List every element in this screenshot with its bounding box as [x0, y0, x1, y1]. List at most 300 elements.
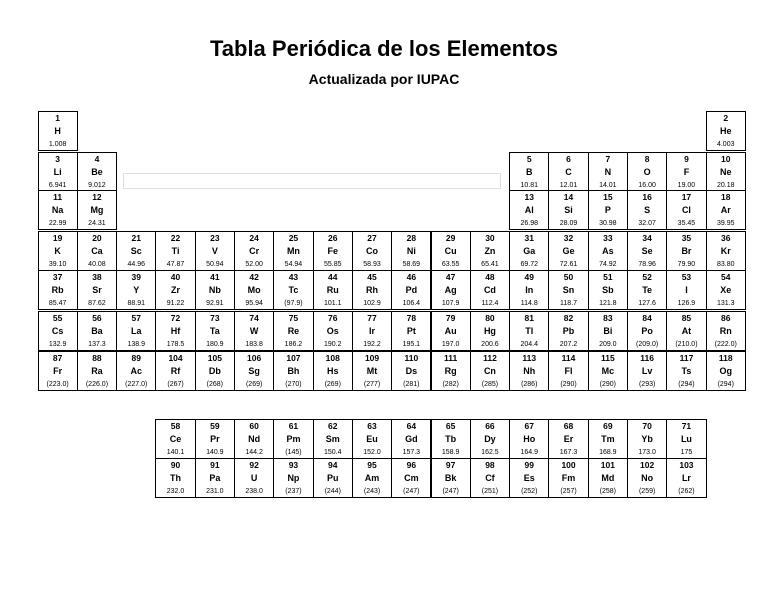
atomic-mass: 26.98 [520, 220, 538, 227]
atomic-number: 23 [210, 233, 220, 243]
element-symbol: Pb [562, 326, 575, 336]
atomic-number: 118 [718, 353, 733, 363]
atomic-number: 71 [681, 421, 692, 431]
atomic-mass: 127.6 [638, 300, 656, 307]
atomic-number: 101 [600, 460, 615, 470]
atomic-number: 20 [92, 233, 102, 243]
element-symbol: Ac [130, 366, 142, 376]
atomic-number: 8 [644, 154, 650, 164]
element-symbol: Pr [210, 434, 220, 444]
atomic-number: 35 [681, 233, 692, 243]
element-cell [38, 231, 78, 271]
element-symbol: Br [681, 246, 692, 256]
element-cell [352, 270, 392, 310]
atomic-number: 59 [210, 421, 220, 431]
element-symbol: La [130, 326, 142, 336]
element-symbol: Mo [247, 285, 261, 295]
atomic-number: 50 [563, 272, 574, 282]
element-symbol: Lu [680, 434, 692, 444]
element-symbol: W [249, 326, 259, 336]
atomic-mass: 183.8 [245, 341, 263, 348]
element-cell [548, 231, 588, 271]
atomic-mass: 39.95 [716, 220, 735, 227]
atomic-number: 106 [247, 353, 262, 363]
element-cell [548, 311, 588, 351]
atomic-number: 79 [445, 313, 456, 323]
atomic-mass: (285) [481, 381, 499, 388]
atomic-mass: (267) [167, 381, 184, 388]
element-symbol: As [602, 246, 614, 256]
element-cell [666, 419, 706, 459]
atomic-mass: (286) [521, 381, 538, 388]
atomic-mass: 114.8 [520, 300, 538, 307]
atomic-mass: (270) [285, 381, 302, 388]
element-symbol: Pm [286, 434, 301, 444]
atomic-mass: 164.9 [520, 449, 538, 456]
atomic-number: 60 [249, 421, 259, 431]
atomic-number: 33 [603, 233, 613, 243]
atomic-number: 110 [404, 353, 419, 363]
element-cell [77, 190, 117, 230]
atomic-mass: 192.2 [363, 341, 381, 348]
atomic-mass: 186.2 [284, 341, 303, 348]
element-symbol: Fm [561, 473, 576, 483]
atomic-number: 99 [524, 460, 534, 470]
element-cell [391, 231, 431, 271]
element-cell [706, 111, 746, 151]
element-symbol: Ga [523, 246, 536, 256]
element-symbol: Se [641, 246, 653, 256]
atomic-mass: 32.07 [638, 220, 656, 227]
element-cell [548, 351, 588, 391]
atomic-number: 73 [210, 313, 220, 323]
atomic-mass: 14.01 [599, 182, 617, 189]
element-symbol: Cs [51, 326, 64, 336]
element-cell [155, 458, 195, 498]
element-cell [313, 270, 353, 310]
atomic-number: 114 [561, 353, 576, 363]
element-symbol: Au [444, 326, 457, 336]
element-symbol: Fe [327, 246, 338, 256]
element-cell [195, 311, 235, 351]
atomic-number: 13 [524, 192, 534, 202]
atomic-number: 108 [325, 353, 340, 363]
atomic-mass: 132.9 [48, 341, 67, 348]
element-cell [627, 311, 667, 351]
atomic-mass: 12.01 [559, 182, 578, 189]
element-symbol: Pa [209, 473, 221, 483]
atomic-mass: 65.41 [481, 261, 499, 268]
element-symbol: Cd [483, 285, 496, 295]
atomic-number: 10 [721, 154, 731, 164]
atomic-mass: 107.9 [441, 300, 460, 307]
element-cell [706, 231, 746, 271]
element-symbol: Ir [369, 326, 376, 336]
element-symbol: Ho [523, 434, 536, 444]
element-symbol: Po [641, 326, 653, 336]
element-symbol: Yb [641, 434, 653, 444]
atomic-number: 87 [52, 353, 63, 363]
atomic-number: 39 [131, 272, 141, 282]
element-cell [666, 231, 706, 271]
atomic-mass: 102.9 [363, 300, 381, 307]
element-cell [116, 351, 156, 391]
element-symbol: Er [563, 434, 574, 444]
page-subtitle: Actualizada por IUPAC [308, 71, 460, 87]
element-symbol: C [565, 167, 572, 177]
element-symbol: Cm [404, 473, 419, 483]
atomic-mass: 10.81 [520, 182, 538, 189]
atomic-mass: 24.31 [88, 220, 106, 227]
element-symbol: Pt [406, 326, 416, 336]
element-symbol: Tl [525, 326, 534, 336]
element-symbol: Ba [91, 326, 103, 336]
atomic-mass: 1.008 [48, 141, 67, 148]
atomic-number: 41 [210, 272, 220, 282]
element-cell [313, 231, 353, 271]
atomic-mass: 95.94 [245, 300, 263, 307]
atomic-number: 69 [603, 421, 613, 431]
atomic-number: 55 [52, 313, 63, 323]
element-symbol: Sc [130, 246, 142, 256]
atomic-mass: 30.98 [599, 220, 617, 227]
atomic-number: 57 [131, 313, 141, 323]
atomic-mass: 126.9 [677, 300, 696, 307]
atomic-number: 89 [131, 353, 141, 363]
atomic-mass: 58.69 [402, 261, 421, 268]
element-symbol: Bk [444, 473, 457, 483]
atomic-number: 5 [526, 154, 532, 164]
element-cell [431, 270, 471, 310]
atomic-number: 91 [210, 460, 220, 470]
atomic-number: 25 [288, 233, 299, 243]
element-symbol: Hg [483, 326, 496, 336]
element-symbol: S [644, 205, 651, 215]
atomic-number: 46 [406, 272, 417, 282]
atomic-mass: 72.61 [559, 261, 578, 268]
atomic-mass: (251) [481, 488, 499, 495]
atomic-mass: (252) [521, 488, 538, 495]
atomic-number: 82 [563, 313, 574, 323]
atomic-mass: 158.9 [441, 449, 460, 456]
atomic-mass: (237) [285, 488, 302, 495]
element-symbol: V [211, 246, 218, 256]
element-cell [627, 270, 667, 310]
atomic-number: 74 [249, 313, 259, 323]
element-symbol: Nb [208, 285, 221, 295]
atomic-mass: 87.62 [88, 300, 106, 307]
atomic-number: 29 [445, 233, 456, 243]
atomic-number: 48 [485, 272, 495, 282]
element-cell [509, 351, 549, 391]
atomic-mass: 144.2 [245, 449, 263, 456]
element-cell [588, 351, 628, 391]
element-cell [234, 458, 274, 498]
element-cell [509, 231, 549, 271]
atomic-mass: 54.94 [284, 261, 303, 268]
atomic-number: 80 [485, 313, 495, 323]
element-cell [77, 152, 117, 192]
atomic-mass: (223.0) [46, 381, 69, 388]
element-symbol: Rh [366, 285, 379, 295]
atomic-number: 67 [524, 421, 534, 431]
element-cell [588, 311, 628, 351]
element-symbol: F [683, 167, 690, 177]
atomic-number: 32 [563, 233, 574, 243]
element-cell [588, 458, 628, 498]
element-cell [234, 311, 274, 351]
element-cell [470, 351, 510, 391]
atomic-number: 100 [561, 460, 576, 470]
atomic-mass: 20.18 [716, 182, 735, 189]
atomic-number: 83 [603, 313, 613, 323]
element-symbol: Ge [562, 246, 575, 256]
atomic-number: 45 [367, 272, 377, 282]
atomic-number: 86 [721, 313, 731, 323]
element-symbol: Na [51, 205, 64, 215]
element-cell [155, 311, 195, 351]
element-cell [195, 270, 235, 310]
atomic-number: 42 [249, 272, 259, 282]
element-cell [391, 270, 431, 310]
atomic-number: 37 [52, 272, 63, 282]
element-cell [666, 458, 706, 498]
element-symbol: Co [366, 246, 379, 256]
atomic-number: 85 [681, 313, 692, 323]
element-cell [548, 419, 588, 459]
atomic-mass: (145) [285, 449, 302, 456]
element-cell [588, 419, 628, 459]
atomic-number: 77 [367, 313, 377, 323]
element-cell [273, 231, 313, 271]
element-symbol: Cf [485, 473, 495, 483]
element-symbol: Og [719, 366, 732, 376]
element-cell [77, 270, 117, 310]
atomic-number: 52 [642, 272, 652, 282]
element-symbol: Rn [719, 326, 732, 336]
element-symbol: U [250, 473, 258, 483]
element-symbol: Lr [681, 473, 691, 483]
element-cell [470, 311, 510, 351]
element-symbol: Ds [405, 366, 418, 376]
atomic-mass: (227.0) [125, 381, 148, 388]
atomic-mass: (259) [638, 488, 656, 495]
element-cell [627, 152, 667, 192]
element-cell [509, 190, 549, 230]
atomic-mass: (269) [324, 381, 341, 388]
element-symbol: Re [287, 326, 300, 336]
atomic-number: 30 [485, 233, 495, 243]
element-symbol: Cr [249, 246, 260, 256]
atomic-number: 92 [249, 460, 259, 470]
element-cell [548, 270, 588, 310]
atomic-number: 56 [92, 313, 102, 323]
element-symbol: No [641, 473, 654, 483]
atomic-number: 96 [406, 460, 417, 470]
element-symbol: Es [523, 473, 535, 483]
element-cell [627, 351, 667, 391]
atomic-number: 102 [640, 460, 655, 470]
element-cell [666, 190, 706, 230]
atomic-mass: 204.4 [520, 341, 538, 348]
element-cell [313, 419, 353, 459]
atomic-mass: 44.96 [127, 261, 145, 268]
element-cell [509, 311, 549, 351]
element-symbol: Ta [209, 326, 220, 336]
atomic-mass: 91.22 [166, 300, 185, 307]
element-cell [509, 270, 549, 310]
atomic-number: 105 [207, 353, 222, 363]
element-symbol: Rb [51, 285, 64, 295]
element-cell [352, 419, 392, 459]
element-cell [116, 311, 156, 351]
atomic-mass: 35.45 [677, 220, 696, 227]
atomic-mass: 168.9 [599, 449, 617, 456]
atomic-number: 107 [286, 353, 301, 363]
element-cell [627, 190, 667, 230]
element-cell [77, 351, 117, 391]
element-symbol: O [643, 167, 651, 177]
atomic-number: 6 [566, 154, 571, 164]
element-cell [391, 351, 431, 391]
atomic-mass: 9.012 [88, 182, 106, 189]
atomic-number: 9 [684, 154, 689, 164]
atomic-mass: (269) [245, 381, 263, 388]
atomic-number: 16 [642, 192, 652, 202]
element-cell [470, 458, 510, 498]
element-symbol: Y [133, 285, 140, 295]
element-cell [234, 270, 274, 310]
page-title: Tabla Periódica de los Elementos [209, 36, 559, 61]
element-symbol: Db [208, 366, 221, 376]
atomic-mass: (257) [560, 488, 577, 495]
element-cell [155, 231, 195, 271]
atomic-mass: 209.0 [599, 341, 617, 348]
atomic-number: 24 [249, 233, 259, 243]
atomic-mass: 55.85 [323, 261, 342, 268]
atomic-number: 78 [406, 313, 417, 323]
atomic-mass: (209.0) [636, 341, 659, 348]
element-cell [352, 311, 392, 351]
element-cell [155, 351, 195, 391]
element-symbol: At [681, 326, 692, 336]
atomic-number: 76 [328, 313, 338, 323]
atomic-mass: 112.4 [481, 300, 499, 307]
element-cell [273, 419, 313, 459]
element-cell [588, 270, 628, 310]
element-cell [627, 231, 667, 271]
atomic-number: 49 [524, 272, 534, 282]
atomic-mass: 157.3 [402, 449, 421, 456]
element-cell [470, 270, 510, 310]
atomic-mass: 152.0 [363, 449, 381, 456]
atomic-number: 1 [55, 113, 61, 123]
atomic-number: 18 [721, 192, 731, 202]
atomic-number: 84 [642, 313, 652, 323]
atomic-number: 98 [485, 460, 495, 470]
element-cell [706, 152, 746, 192]
atomic-mass: (222.0) [714, 341, 737, 348]
atomic-mass: 4.003 [716, 141, 735, 148]
element-cell [548, 190, 588, 230]
atomic-mass: (281) [403, 381, 420, 388]
atomic-number: 15 [603, 192, 613, 202]
atomic-mass: 22.99 [48, 220, 67, 227]
element-cell [666, 152, 706, 192]
atomic-number: 51 [603, 272, 613, 282]
element-cell [195, 458, 235, 498]
atomic-mass: (294) [678, 381, 695, 388]
atomic-mass: 231.0 [206, 488, 224, 495]
element-cell [509, 152, 549, 192]
atomic-mass: (247) [442, 488, 459, 495]
atomic-number: 17 [681, 192, 692, 202]
element-symbol: N [604, 167, 612, 177]
atomic-number: 40 [170, 272, 181, 282]
atomic-mass: 173.0 [638, 449, 656, 456]
element-cell [431, 351, 471, 391]
element-symbol: Zn [484, 246, 496, 256]
atomic-number: 19 [52, 233, 63, 243]
atomic-number: 63 [367, 421, 377, 431]
element-cell [313, 351, 353, 391]
atomic-mass: (282) [442, 381, 459, 388]
element-symbol: Lv [641, 366, 653, 376]
atomic-mass: 200.6 [481, 341, 499, 348]
atomic-number: 31 [524, 233, 534, 243]
element-symbol: Rf [170, 366, 181, 376]
element-cell [666, 351, 706, 391]
element-symbol: Ra [91, 366, 103, 376]
element-symbol: I [685, 285, 688, 295]
atomic-mass: 150.4 [323, 449, 342, 456]
atomic-number: 4 [94, 154, 100, 164]
element-symbol: Mn [286, 246, 300, 256]
atomic-number: 26 [328, 233, 338, 243]
atomic-number: 90 [170, 460, 181, 470]
atomic-mass: 180.9 [206, 341, 224, 348]
atomic-number: 104 [168, 353, 183, 363]
atomic-number: 44 [328, 272, 338, 282]
element-cell [588, 152, 628, 192]
element-cell [195, 231, 235, 271]
atomic-mass: (268) [206, 381, 223, 388]
element-symbol: Am [364, 473, 380, 483]
element-symbol: Ne [719, 167, 732, 177]
atomic-number: 43 [288, 272, 299, 282]
atomic-mass: 138.9 [127, 341, 145, 348]
atomic-number: 95 [367, 460, 377, 470]
atomic-number: 2 [723, 113, 729, 123]
element-symbol: Md [601, 473, 615, 483]
element-cell [234, 351, 274, 391]
atomic-mass: 101.1 [323, 300, 342, 307]
element-cell [548, 152, 588, 192]
element-cell [706, 190, 746, 230]
element-cell [273, 311, 313, 351]
atomic-number: 27 [367, 233, 377, 243]
element-symbol: Sg [248, 366, 260, 376]
atomic-mass: 19.00 [677, 182, 696, 189]
element-symbol: Te [642, 285, 653, 295]
atomic-number: 111 [444, 353, 458, 363]
atomic-number: 64 [406, 421, 417, 431]
atomic-number: 61 [288, 421, 299, 431]
element-symbol: Eu [366, 434, 378, 444]
atomic-mass: 88.91 [127, 300, 145, 307]
element-cell [706, 311, 746, 351]
element-cell [38, 351, 78, 391]
